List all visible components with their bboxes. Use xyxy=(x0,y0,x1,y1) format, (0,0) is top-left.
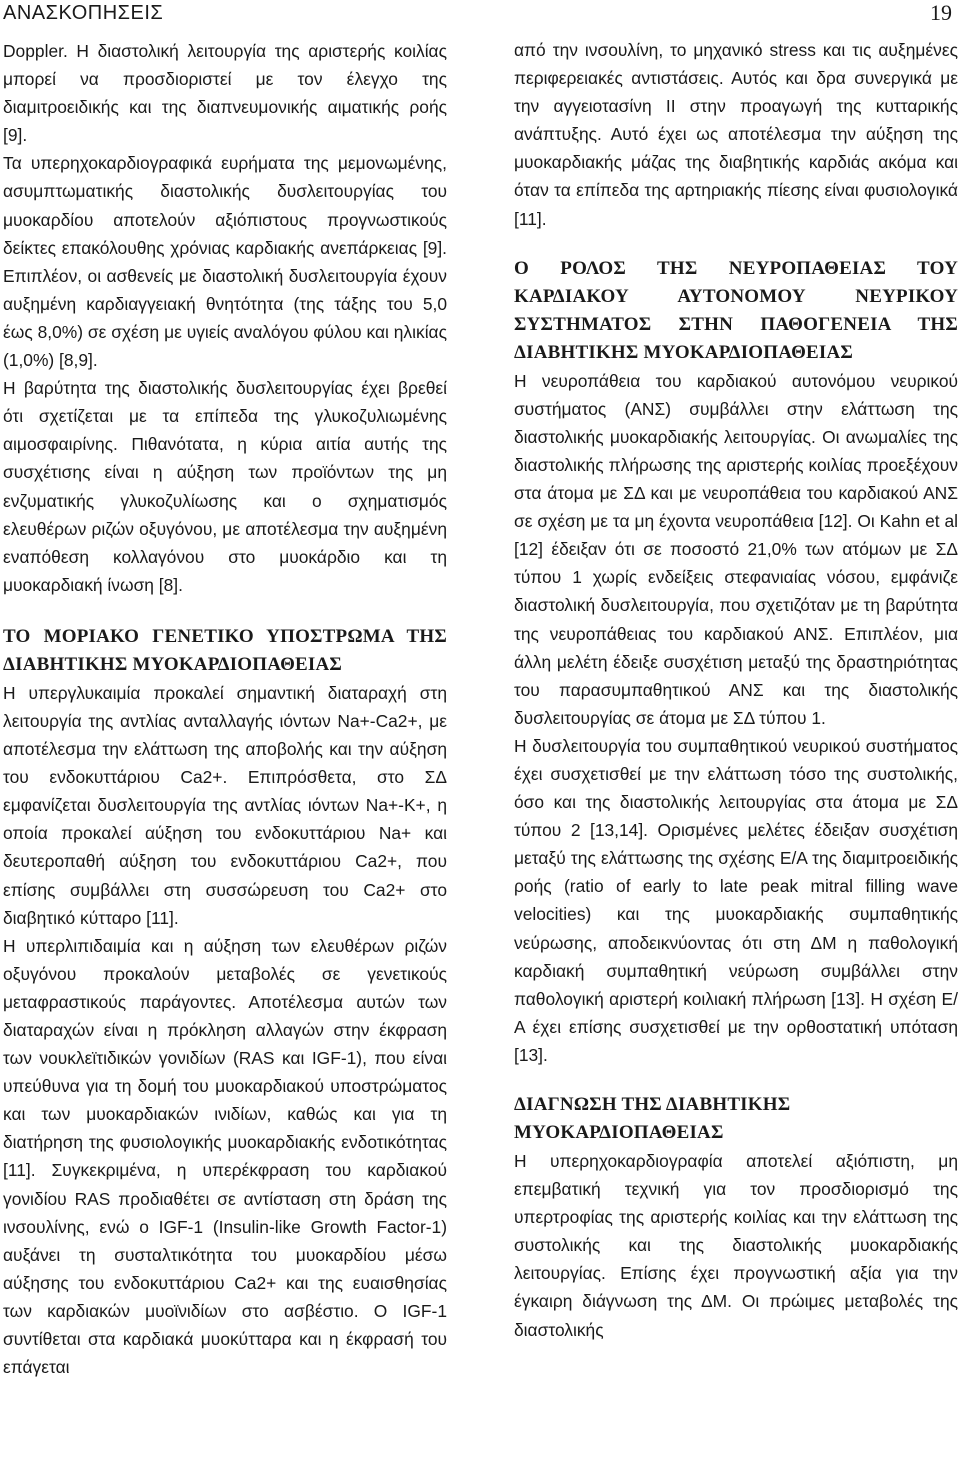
paragraph: Doppler. Η διαστολική λειτουργία της αριστερής κοιλίας μπορεί να προσδιοριστεί με τον έλεγχο της διαμιτροειδικής και της διαπνευμονικής αιματικής ροής [9]. xyxy=(3,41,447,146)
section-heading xyxy=(514,255,958,367)
section-heading xyxy=(514,1091,958,1147)
paragraph: Η υπεργλυκαιμία προκαλεί σημαντική διαταραχή στη λειτουργία της αντλίας ανταλλαγής ιόντων Na+-Ca2+, με αποτέλεσμα την ελάττωση της αποβολής και την αύξηση του ενδοκυττάριου Ca2+. Επιπρόσθετα, στο ΣΔ εμφανίζεται δυσλειτουργία της αντλίας ιόντων Na+-K+, η οποία προκαλεί αύξηση του ενδοκυττάριου Na+ και δευτεροπαθή αύξηση του ενδοκυττάριου Ca2+, που επίσης συμβάλλει στη συσσώρευση του Ca2+ στο διαβητικό κύτταρο [11]. xyxy=(3,682,447,928)
paragraph: Η δυσλειτουργία του συμπαθητικού νευρικού συστήματος έχει συσχετισθεί με την ελάττωση τόσο της συστολικής, όσο και της διαστολικής λειτουργίας στα άτομα με ΣΔ τύπου 2 [13,14]. Ορισμένες μελέτες έδειξαν συσχέτιση μεταξύ της ελάττωσης της σχέσης Ε/Α της διαμιτροειδικής ροής (ratio of early to late peak mitral filling wave velocities) και της μυοκαρδιακής συμπαθητικής νεύρωσης, αποδεικνύοντας ότι στη ΔΜ η παθολογική καρδιακή συμπαθητική νεύρωση συμβάλλει στην παθολογική αριστερή κοιλιακή πλήρωση [13]. Η σχέση Ε/Α έχει επίσης συσχετισθεί με την ορθοστατική υπόταση [13]. xyxy=(514,735,958,1065)
paragraph: από την ινσουλίνη, το μηχανικό stress και τις αυξημένες περιφερειακές αντιστάσεις. Αυτός και δρα συνεργικά με την αγγειοτασίνη ΙΙ στην προαγωγή της κυτταρικής ανάπτυξης. Αυτό έχει ως αποτέλεσμα την αύξηση της μυοκαρδιακής μάζας της διαβητικής καρδιάς ακόμα και όταν τα επίπεδα της αρτηριακής πίεσης είναι φυσιολογικά [11]. xyxy=(514,40,958,229)
heading-line: ΔΙΑΒΗΤΙΚΗΣ ΜΥΟΚΑΡΔΙΟΠΑΘΕΙΑΣ xyxy=(3,653,343,675)
paragraph: Η υπερλιπιδαιμία και η αύξηση των ελευθέρων ριζών οξυγόνου προκαλούν μεταβολές σε γενετικούς μεταφραστικούς παράγοντες. Αποτέλεσμα αυτών των διαταραχών είναι η πρόκληση αλλαγών στην έκφραση των νουκλεϊτιδικών γονιδίων (RAS και IGF-1), που είναι υπεύθυνα για τη δομή του μυοκαρδιακού υποστρώματος και των μυοκαρδιακών ινιδίων, καθώς και για τη διατήρηση της φυσιολογικής μυοκαρδιακής ενδοτικότητας [11]. Συγκεκριμένα, η υπερέκφραση του καρδιακού γονιδίου RAS προδιαθέτει σε αντίσταση στη δράση της ινσουλίνης, ενώ ο IGF-1 (Insulin-like Growth Factor-1) αυξάνει τη συσταλτικότητα του μυοκαρδίου μέσω αύξησης του ενδοκυττάριου Ca2+ και της ευαισθησίας των καρδιακών μυοϊνιδίων στο ασβέστιο. Ο IGF-1 συντίθεται στα καρδιακά μυοκύτταρα και η έκφρασή του επάγεται xyxy=(3,935,447,1378)
paragraph: Τα υπερηχοκαρδιογραφικά ευρήματα της μεμονωμένης, ασυμπτωματικής διαστολικής δυσλειτουργίας του μυοκαρδίου αποτελούν αξιόπιστους προγνωστικούς δείκτες επακόλουθης χρόνιας καρδιακής ανεπάρκειας [9]. Επιπλέον, οι ασθενείς με διαστολική δυσλειτουργία έχουν αυξημένη καρδιαγγειακή θνητότητα (της τάξης του 5,0 έως 8,0%) σε σχέση με υγιείς αναλόγου φύλου και ηλικίας (1,0%) [8,9]. xyxy=(3,153,447,371)
right-column xyxy=(514,36,958,1344)
heading-line: ΤΟ ΜΟΡΙΑΚΟ ΓΕΝΕΤΙΚΟ ΥΠΟΣΤΡΩΜΑ ΤΗΣ xyxy=(3,625,447,647)
heading-line: ΔΙΑΒΗΤΙΚΗΣ ΜΥΟΚΑΡΔΙΟΠΑΘΕΙΑΣ xyxy=(514,341,854,363)
paragraph: Η βαρύτητα της διαστολικής δυσλειτουργίας έχει βρεθεί ότι σχετίζεται με τα επίπεδα της γλυκοζυλιωμένης αιμοσφαιρίνης. Πιθανότατα, η κύρια αιτία αυτής της συσχέτισης είναι η αύξηση των προϊόντων της μη ενζυματικής γλυκοζυλίωσης και ο σχηματισμός ελευθέρων ριζών οξυγόνου, με αποτέλεσμα την αυξημένη εναπόθεση κολλαγόνου στο μυοκάρδιο και τη μυοκαρδιακή ίνωση [8]. xyxy=(3,378,447,595)
paragraph: Η υπερηχοκαρδιογραφία αποτελεί αξιόπιστη, μη επεμβατική τεχνική για τον προσδιορισμό της υπερτροφίας της αριστερής κοιλίας και την ελάττωση της συστολικής και της διαστολικής μυοκαρδιακής λειτουργίας. Επίσης έχει προγνωστική αξία για την έγκαιρη διάγνωση της ΔΜ. Οι πρώιμες μεταβολές της διαστολικής xyxy=(514,1151,958,1340)
paragraph: Η νευροπάθεια του καρδιακού αυτονόμου νευρικού συστήματος (ΑΝΣ) συμβάλλει στην ελάττωση της διαστολικής μυοκαρδιακής λειτουργίας. Οι ανωμαλίες της διαστολικής πλήρωσης της αριστερής κοιλίας προεξέχουν στα άτομα με ΣΔ και με νευροπάθεια του καρδιακού ΑΝΣ σε σχέση με τα μη έχοντα νευροπάθεια [12]. Οι Kahn et al [12] έδειξαν ότι σε ποσοστό 21,0% των ατόμων με ΣΔ τύπου 1 χωρίς ενδείξεις στεφανιαίας νόσου, εμφάνιζε διαστολική δυσλειτουργία, που σχετιζόταν με τη βαρύτητα της νευροπάθειας του καρδιακού ΑΝΣ. Επιπλέον, μια άλλη μελέτη έδειξε συσχέτιση μεταξύ της δραστηριότητας του παρασυμπαθητικού ΑΝΣ και της διαστολικής δυσλειτουργίας σε άτομα με ΣΔ τύπου 1. xyxy=(514,370,958,728)
running-head: ΑΝΑΣΚΟΠΗΣΕΙΣ xyxy=(3,2,164,24)
heading-line: ΣΥΣΤΗΜΑΤΟΣ ΣΤΗΝ ΠΑΘΟΓΕΝΕΙΑ ΤΗΣ xyxy=(514,313,958,335)
left-column xyxy=(3,37,447,1381)
heading-line: ΔΙΑΓΝΩΣΗ ΤΗΣ ΔΙΑΒΗΤΙΚΗΣ xyxy=(514,1094,791,1115)
heading-line: ΜΥΟΚΑΡΔΙΟΠΑΘΕΙΑΣ xyxy=(514,1122,724,1143)
section-heading xyxy=(3,623,447,679)
heading-line: Ο ΡΟΛΟΣ ΤΗΣ ΝΕΥΡΟΠΑΘΕΙΑΣ ΤΟΥ xyxy=(514,257,958,279)
page-number: 19 xyxy=(930,0,952,25)
heading-line: ΚΑΡΔΙΑΚΟΥ ΑΥΤΟΝΟΜΟΥ ΝΕΥΡΙΚΟΥ xyxy=(514,285,958,307)
